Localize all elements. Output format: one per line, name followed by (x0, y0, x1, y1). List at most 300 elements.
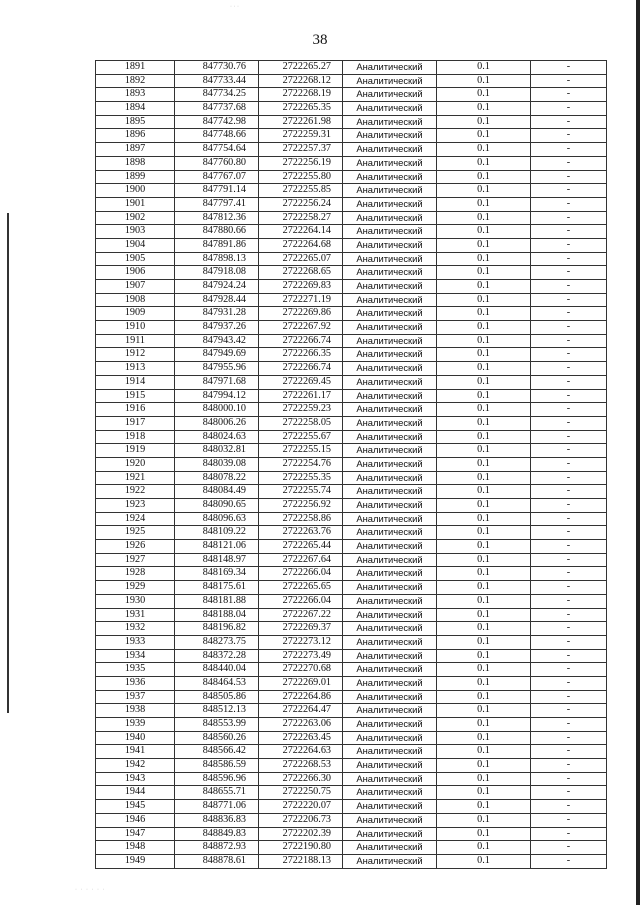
point-number-cell: 1894 (96, 102, 175, 116)
x-coordinate-cell: 847971.68 (175, 375, 259, 389)
scan-edge-line (7, 213, 9, 713)
table-row (96, 280, 607, 294)
point-number-cell: 1909 (96, 307, 175, 321)
accuracy-cell: 0.1 (437, 362, 531, 376)
table-row (96, 827, 607, 841)
table-row (96, 690, 607, 704)
point-number-cell: 1918 (96, 430, 175, 444)
x-coordinate-cell: 847742.98 (175, 115, 259, 129)
point-number-cell: 1896 (96, 129, 175, 143)
note-cell: - (531, 307, 607, 321)
point-number-cell: 1938 (96, 704, 175, 718)
table-row (96, 676, 607, 690)
table-row (96, 635, 607, 649)
accuracy-cell: 0.1 (437, 813, 531, 827)
method-cell: Аналитический (343, 512, 437, 526)
accuracy-cell: 0.1 (437, 143, 531, 157)
table-row (96, 389, 607, 403)
accuracy-cell: 0.1 (437, 170, 531, 184)
method-cell: Аналитический (343, 88, 437, 102)
point-number-cell: 1899 (96, 170, 175, 184)
y-coordinate-cell: 2722255.15 (259, 444, 343, 458)
y-coordinate-cell: 2722265.07 (259, 252, 343, 266)
note-cell: - (531, 540, 607, 554)
note-cell: - (531, 690, 607, 704)
method-cell: Аналитический (343, 403, 437, 417)
point-number-cell: 1898 (96, 156, 175, 170)
y-coordinate-cell: 2722255.35 (259, 471, 343, 485)
method-cell: Аналитический (343, 608, 437, 622)
table-row (96, 718, 607, 732)
note-cell: - (531, 170, 607, 184)
note-cell: - (531, 581, 607, 595)
accuracy-cell: 0.1 (437, 211, 531, 225)
method-cell: Аналитический (343, 786, 437, 800)
y-coordinate-cell: 2722250.75 (259, 786, 343, 800)
accuracy-cell: 0.1 (437, 129, 531, 143)
method-cell: Аналитический (343, 170, 437, 184)
x-coordinate-cell: 848039.08 (175, 457, 259, 471)
point-number-cell: 1895 (96, 115, 175, 129)
accuracy-cell: 0.1 (437, 307, 531, 321)
method-cell: Аналитический (343, 211, 437, 225)
method-cell: Аналитический (343, 457, 437, 471)
y-coordinate-cell: 2722264.63 (259, 745, 343, 759)
accuracy-cell: 0.1 (437, 416, 531, 430)
note-cell: - (531, 512, 607, 526)
y-coordinate-cell: 2722255.74 (259, 485, 343, 499)
method-cell: Аналитический (343, 334, 437, 348)
accuracy-cell: 0.1 (437, 74, 531, 88)
table-row (96, 772, 607, 786)
y-coordinate-cell: 2722254.76 (259, 457, 343, 471)
point-number-cell: 1911 (96, 334, 175, 348)
y-coordinate-cell: 2722269.45 (259, 375, 343, 389)
page-number: 38 (312, 32, 328, 48)
method-cell: Аналитический (343, 772, 437, 786)
accuracy-cell: 0.1 (437, 197, 531, 211)
note-cell: - (531, 293, 607, 307)
point-number-cell: 1904 (96, 238, 175, 252)
x-coordinate-cell: 848771.06 (175, 800, 259, 814)
y-coordinate-cell: 2722265.65 (259, 581, 343, 595)
note-cell: - (531, 457, 607, 471)
point-number-cell: 1933 (96, 635, 175, 649)
x-coordinate-cell: 848372.28 (175, 649, 259, 663)
coordinates-table-container (95, 60, 607, 869)
note-cell: - (531, 362, 607, 376)
accuracy-cell: 0.1 (437, 553, 531, 567)
y-coordinate-cell: 2722261.98 (259, 115, 343, 129)
y-coordinate-cell: 2722273.12 (259, 635, 343, 649)
table-row (96, 594, 607, 608)
x-coordinate-cell: 848836.83 (175, 813, 259, 827)
method-cell: Аналитический (343, 676, 437, 690)
x-coordinate-cell: 847791.14 (175, 184, 259, 198)
note-cell: - (531, 348, 607, 362)
note-cell: - (531, 635, 607, 649)
y-coordinate-cell: 2722268.65 (259, 266, 343, 280)
y-coordinate-cell: 2722266.74 (259, 334, 343, 348)
x-coordinate-cell: 847880.66 (175, 225, 259, 239)
point-number-cell: 1942 (96, 759, 175, 773)
table-row (96, 813, 607, 827)
point-number-cell: 1913 (96, 362, 175, 376)
table-row (96, 238, 607, 252)
x-coordinate-cell: 847924.24 (175, 280, 259, 294)
table-row (96, 334, 607, 348)
x-coordinate-cell: 847737.68 (175, 102, 259, 116)
y-coordinate-cell: 2722264.47 (259, 704, 343, 718)
point-number-cell: 1949 (96, 854, 175, 868)
y-coordinate-cell: 2722269.01 (259, 676, 343, 690)
y-coordinate-cell: 2722259.23 (259, 403, 343, 417)
accuracy-cell: 0.1 (437, 759, 531, 773)
x-coordinate-cell: 848188.04 (175, 608, 259, 622)
method-cell: Аналитический (343, 649, 437, 663)
accuracy-cell: 0.1 (437, 252, 531, 266)
table-row (96, 581, 607, 595)
y-coordinate-cell: 2722265.27 (259, 61, 343, 75)
x-coordinate-cell: 847748.66 (175, 129, 259, 143)
method-cell: Аналитический (343, 280, 437, 294)
accuracy-cell: 0.1 (437, 800, 531, 814)
note-cell: - (531, 704, 607, 718)
y-coordinate-cell: 2722202.39 (259, 827, 343, 841)
point-number-cell: 1901 (96, 197, 175, 211)
y-coordinate-cell: 2722269.37 (259, 622, 343, 636)
point-number-cell: 1897 (96, 143, 175, 157)
y-coordinate-cell: 2722270.68 (259, 663, 343, 677)
y-coordinate-cell: 2722261.17 (259, 389, 343, 403)
note-cell: - (531, 88, 607, 102)
x-coordinate-cell: 848109.22 (175, 526, 259, 540)
point-number-cell: 1900 (96, 184, 175, 198)
method-cell: Аналитический (343, 444, 437, 458)
note-cell: - (531, 129, 607, 143)
note-cell: - (531, 745, 607, 759)
table-row (96, 444, 607, 458)
method-cell: Аналитический (343, 115, 437, 129)
note-cell: - (531, 143, 607, 157)
y-coordinate-cell: 2722256.92 (259, 499, 343, 513)
y-coordinate-cell: 2722266.74 (259, 362, 343, 376)
x-coordinate-cell: 848006.26 (175, 416, 259, 430)
note-cell: - (531, 608, 607, 622)
point-number-cell: 1935 (96, 663, 175, 677)
accuracy-cell: 0.1 (437, 594, 531, 608)
method-cell: Аналитический (343, 485, 437, 499)
x-coordinate-cell: 848872.93 (175, 841, 259, 855)
point-number-cell: 1945 (96, 800, 175, 814)
method-cell: Аналитический (343, 143, 437, 157)
point-number-cell: 1928 (96, 567, 175, 581)
x-coordinate-cell: 848121.06 (175, 540, 259, 554)
table-row (96, 211, 607, 225)
point-number-cell: 1947 (96, 827, 175, 841)
x-coordinate-cell: 848586.59 (175, 759, 259, 773)
note-cell: - (531, 649, 607, 663)
y-coordinate-cell: 2722264.86 (259, 690, 343, 704)
x-coordinate-cell: 848032.81 (175, 444, 259, 458)
note-cell: - (531, 622, 607, 636)
method-cell: Аналитический (343, 731, 437, 745)
y-coordinate-cell: 2722266.30 (259, 772, 343, 786)
point-number-cell: 1915 (96, 389, 175, 403)
x-coordinate-cell: 848181.88 (175, 594, 259, 608)
table-row (96, 745, 607, 759)
point-number-cell: 1931 (96, 608, 175, 622)
point-number-cell: 1914 (96, 375, 175, 389)
table-row (96, 143, 607, 157)
note-cell: - (531, 813, 607, 827)
x-coordinate-cell: 848655.71 (175, 786, 259, 800)
table-row (96, 759, 607, 773)
accuracy-cell: 0.1 (437, 156, 531, 170)
note-cell: - (531, 211, 607, 225)
x-coordinate-cell: 848273.75 (175, 635, 259, 649)
coordinates-table-body (96, 61, 607, 869)
table-row (96, 704, 607, 718)
x-coordinate-cell: 847734.25 (175, 88, 259, 102)
accuracy-cell: 0.1 (437, 457, 531, 471)
note-cell: - (531, 252, 607, 266)
x-coordinate-cell: 847931.28 (175, 307, 259, 321)
y-coordinate-cell: 2722265.44 (259, 540, 343, 554)
note-cell: - (531, 238, 607, 252)
point-number-cell: 1930 (96, 594, 175, 608)
method-cell: Аналитический (343, 745, 437, 759)
y-coordinate-cell: 2722206.73 (259, 813, 343, 827)
y-coordinate-cell: 2722263.06 (259, 718, 343, 732)
accuracy-cell: 0.1 (437, 581, 531, 595)
method-cell: Аналитический (343, 184, 437, 198)
y-coordinate-cell: 2722269.83 (259, 280, 343, 294)
scan-artifact: · · · (230, 4, 239, 10)
accuracy-cell: 0.1 (437, 375, 531, 389)
point-number-cell: 1940 (96, 731, 175, 745)
y-coordinate-cell: 2722266.04 (259, 594, 343, 608)
table-row (96, 225, 607, 239)
point-number-cell: 1923 (96, 499, 175, 513)
accuracy-cell: 0.1 (437, 841, 531, 855)
accuracy-cell: 0.1 (437, 403, 531, 417)
y-coordinate-cell: 2722190.80 (259, 841, 343, 855)
accuracy-cell: 0.1 (437, 444, 531, 458)
method-cell: Аналитический (343, 471, 437, 485)
x-coordinate-cell: 848512.13 (175, 704, 259, 718)
table-row (96, 499, 607, 513)
x-coordinate-cell: 848084.49 (175, 485, 259, 499)
accuracy-cell: 0.1 (437, 663, 531, 677)
accuracy-cell: 0.1 (437, 676, 531, 690)
method-cell: Аналитический (343, 102, 437, 116)
x-coordinate-cell: 848148.97 (175, 553, 259, 567)
y-coordinate-cell: 2722263.45 (259, 731, 343, 745)
y-coordinate-cell: 2722258.27 (259, 211, 343, 225)
table-row (96, 156, 607, 170)
x-coordinate-cell: 848175.61 (175, 581, 259, 595)
accuracy-cell: 0.1 (437, 184, 531, 198)
x-coordinate-cell: 848440.04 (175, 663, 259, 677)
y-coordinate-cell: 2722264.68 (259, 238, 343, 252)
note-cell: - (531, 731, 607, 745)
x-coordinate-cell: 847730.76 (175, 61, 259, 75)
y-coordinate-cell: 2722258.05 (259, 416, 343, 430)
table-row (96, 197, 607, 211)
accuracy-cell: 0.1 (437, 102, 531, 116)
method-cell: Аналитический (343, 321, 437, 335)
note-cell: - (531, 759, 607, 773)
accuracy-cell: 0.1 (437, 745, 531, 759)
method-cell: Аналитический (343, 293, 437, 307)
method-cell: Аналитический (343, 389, 437, 403)
note-cell: - (531, 567, 607, 581)
accuracy-cell: 0.1 (437, 280, 531, 294)
x-coordinate-cell: 848196.82 (175, 622, 259, 636)
point-number-cell: 1892 (96, 74, 175, 88)
note-cell: - (531, 321, 607, 335)
note-cell: - (531, 772, 607, 786)
method-cell: Аналитический (343, 718, 437, 732)
note-cell: - (531, 676, 607, 690)
note-cell: - (531, 444, 607, 458)
y-coordinate-cell: 2722266.35 (259, 348, 343, 362)
note-cell: - (531, 115, 607, 129)
accuracy-cell: 0.1 (437, 471, 531, 485)
accuracy-cell: 0.1 (437, 690, 531, 704)
point-number-cell: 1906 (96, 266, 175, 280)
note-cell: - (531, 334, 607, 348)
table-row (96, 430, 607, 444)
method-cell: Аналитический (343, 540, 437, 554)
point-number-cell: 1927 (96, 553, 175, 567)
method-cell: Аналитический (343, 225, 437, 239)
x-coordinate-cell: 847943.42 (175, 334, 259, 348)
note-cell: - (531, 102, 607, 116)
x-coordinate-cell: 848169.34 (175, 567, 259, 581)
table-row (96, 485, 607, 499)
point-number-cell: 1943 (96, 772, 175, 786)
table-row (96, 362, 607, 376)
table-row (96, 321, 607, 335)
y-coordinate-cell: 2722267.22 (259, 608, 343, 622)
y-coordinate-cell: 2722265.35 (259, 102, 343, 116)
y-coordinate-cell: 2722256.24 (259, 197, 343, 211)
accuracy-cell: 0.1 (437, 238, 531, 252)
note-cell: - (531, 156, 607, 170)
point-number-cell: 1941 (96, 745, 175, 759)
scan-edge-border (636, 0, 640, 905)
table-row (96, 540, 607, 554)
note-cell: - (531, 841, 607, 855)
note-cell: - (531, 225, 607, 239)
accuracy-cell: 0.1 (437, 608, 531, 622)
method-cell: Аналитический (343, 129, 437, 143)
method-cell: Аналитический (343, 74, 437, 88)
accuracy-cell: 0.1 (437, 635, 531, 649)
accuracy-cell: 0.1 (437, 772, 531, 786)
y-coordinate-cell: 2722268.53 (259, 759, 343, 773)
table-row (96, 526, 607, 540)
table-row (96, 841, 607, 855)
accuracy-cell: 0.1 (437, 485, 531, 499)
table-row (96, 348, 607, 362)
table-row (96, 800, 607, 814)
y-coordinate-cell: 2722255.80 (259, 170, 343, 184)
point-number-cell: 1926 (96, 540, 175, 554)
method-cell: Аналитический (343, 800, 437, 814)
y-coordinate-cell: 2722264.14 (259, 225, 343, 239)
x-coordinate-cell: 848024.63 (175, 430, 259, 444)
x-coordinate-cell: 848566.42 (175, 745, 259, 759)
point-number-cell: 1902 (96, 211, 175, 225)
note-cell: - (531, 827, 607, 841)
method-cell: Аналитический (343, 307, 437, 321)
x-coordinate-cell: 848078.22 (175, 471, 259, 485)
method-cell: Аналитический (343, 238, 437, 252)
point-number-cell: 1946 (96, 813, 175, 827)
x-coordinate-cell: 847937.26 (175, 321, 259, 335)
x-coordinate-cell: 848596.96 (175, 772, 259, 786)
method-cell: Аналитический (343, 581, 437, 595)
method-cell: Аналитический (343, 526, 437, 540)
method-cell: Аналитический (343, 854, 437, 868)
point-number-cell: 1936 (96, 676, 175, 690)
point-number-cell: 1939 (96, 718, 175, 732)
x-coordinate-cell: 847733.44 (175, 74, 259, 88)
x-coordinate-cell: 847812.36 (175, 211, 259, 225)
point-number-cell: 1908 (96, 293, 175, 307)
method-cell: Аналитический (343, 813, 437, 827)
table-row (96, 786, 607, 800)
x-coordinate-cell: 847955.96 (175, 362, 259, 376)
accuracy-cell: 0.1 (437, 348, 531, 362)
note-cell: - (531, 375, 607, 389)
table-row (96, 129, 607, 143)
note-cell: - (531, 184, 607, 198)
point-number-cell: 1921 (96, 471, 175, 485)
note-cell: - (531, 485, 607, 499)
y-coordinate-cell: 2722267.64 (259, 553, 343, 567)
table-row (96, 61, 607, 75)
accuracy-cell: 0.1 (437, 266, 531, 280)
accuracy-cell: 0.1 (437, 827, 531, 841)
note-cell: - (531, 854, 607, 868)
x-coordinate-cell: 848878.61 (175, 854, 259, 868)
y-coordinate-cell: 2722268.19 (259, 88, 343, 102)
table-row (96, 457, 607, 471)
y-coordinate-cell: 2722258.86 (259, 512, 343, 526)
point-number-cell: 1925 (96, 526, 175, 540)
point-number-cell: 1903 (96, 225, 175, 239)
point-number-cell: 1924 (96, 512, 175, 526)
accuracy-cell: 0.1 (437, 334, 531, 348)
method-cell: Аналитический (343, 827, 437, 841)
method-cell: Аналитический (343, 594, 437, 608)
table-row (96, 375, 607, 389)
note-cell: - (531, 389, 607, 403)
accuracy-cell: 0.1 (437, 526, 531, 540)
x-coordinate-cell: 847898.13 (175, 252, 259, 266)
method-cell: Аналитический (343, 362, 437, 376)
method-cell: Аналитический (343, 553, 437, 567)
y-coordinate-cell: 2722188.13 (259, 854, 343, 868)
y-coordinate-cell: 2722255.67 (259, 430, 343, 444)
note-cell: - (531, 416, 607, 430)
y-coordinate-cell: 2722273.49 (259, 649, 343, 663)
accuracy-cell: 0.1 (437, 649, 531, 663)
